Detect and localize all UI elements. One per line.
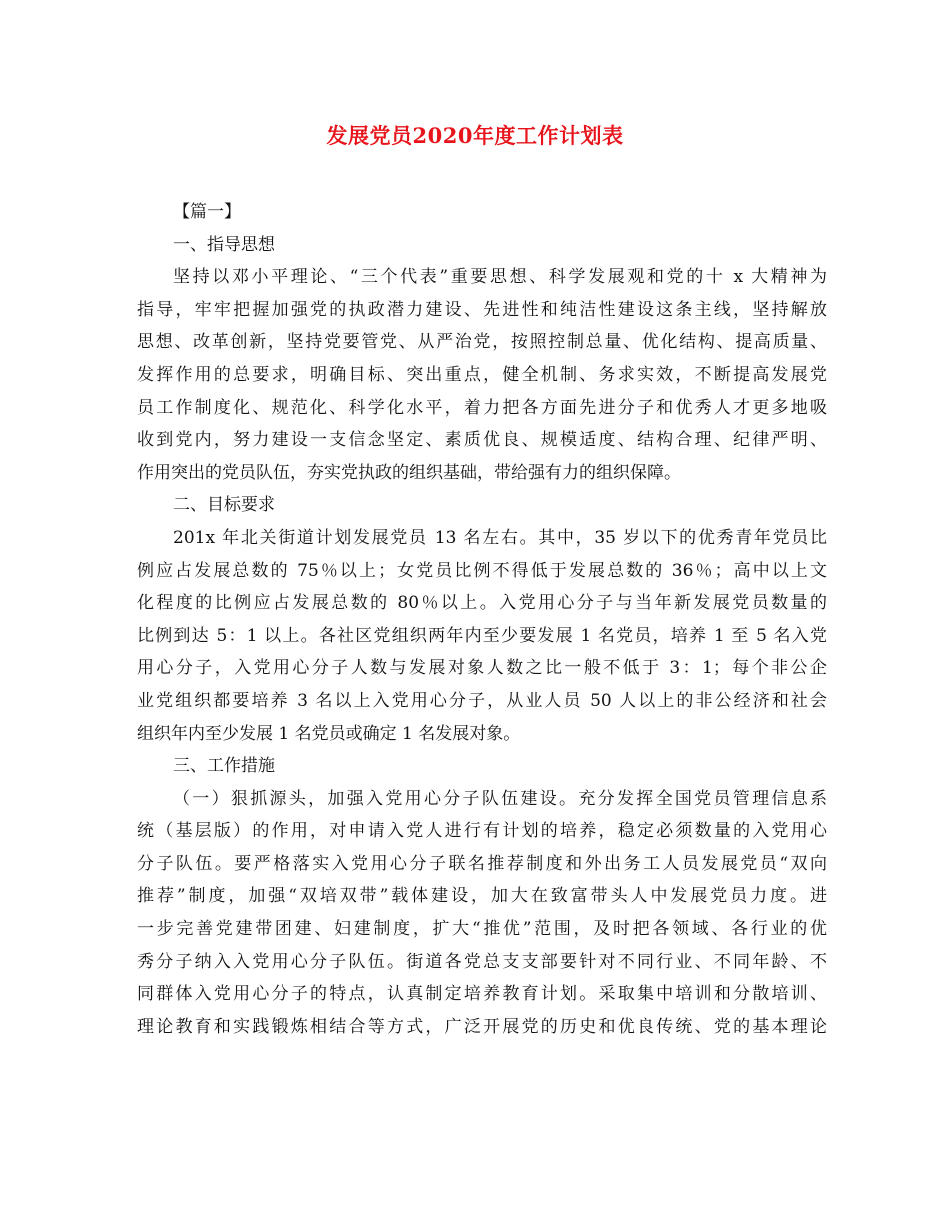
paragraph-line: 员工作制度化、规范化、科学化水平，着力把各方面先进分子和优秀人才更多地吸 <box>137 397 827 418</box>
paragraph-line: 坚持以邓小平理论、“三个代表”重要思想、科学发展观和党的十 x 大精神为 <box>173 267 827 288</box>
paragraph-line: 推荐”制度，加强“双培双带”载体建设，加大在致富带头人中发展党员力度。进 <box>137 886 827 907</box>
paragraph-line: 比例到达 5：1 以上。各社区党组织两年内至少要发展 1 名党员，培养 1 至 5 名入党 <box>137 625 827 646</box>
paragraph-line: 201x 年北关街道计划发展党员 13 名左右。其中，35 岁以下的优秀青年党员比 <box>173 527 827 548</box>
paragraph-line: 理论教育和实践锻炼相结合等方式，广泛开展党的历史和优良传统、党的基本理论 <box>137 1016 827 1037</box>
heading-goals: 二、目标要求 <box>173 495 275 516</box>
paragraph-line: 统（基层版）的作用，对申请入党人进行有计划的培养，稳定必须数量的入党用心 <box>137 821 827 842</box>
paragraph-line: 一步完善党建带团建、妇建制度，扩大“推优”范围，及时把各领域、各行业的优 <box>137 919 827 940</box>
paragraph-line: 组织年内至少发展 1 名党员或确定 1 名发展对象。 <box>137 723 521 744</box>
heading-measures: 三、工作措施 <box>173 756 275 777</box>
paragraph-line: 例应占发展总数的 75％以上；女党员比例不得低于发展总数的 36％；高中以上文 <box>137 560 827 581</box>
paragraph-line: （一）狠抓源头，加强入党用心分子队伍建设。充分发挥全国党员管理信息系 <box>173 788 827 809</box>
paragraph-line: 秀分子纳入入党用心分子队伍。街道各党总支支部要针对不同行业、不同年龄、不 <box>137 951 827 972</box>
paragraph-line: 业党组织都要培养 3 名以上入党用心分子，从业人员 50 人以上的非公经济和社会 <box>137 690 827 711</box>
paragraph-line: 指导，牢牢把握加强党的执政潜力建设、先进性和纯洁性建设这条主线，坚持解放 <box>137 299 827 320</box>
paragraph-line: 思想、改革创新，坚持党要管党、从严治党，按照控制总量、优化结构、提高质量、 <box>137 332 827 353</box>
section-label: 【篇一】 <box>173 202 241 222</box>
paragraph-line: 分子队伍。要严格落实入党用心分子联名推荐制度和外出务工人员发展党员“双向 <box>137 853 827 874</box>
paragraph-line: 作用突出的党员队伍，夯实党执政的组织基础，带给强有力的组织保障。 <box>137 462 681 483</box>
paragraph-line: 收到党内，努力建设一支信念坚定、素质优良、规模适度、结构合理、纪律严明、 <box>137 430 827 451</box>
paragraph-line: 化程度的比例应占发展总数的 80％以上。入党用心分子与当年新发展党员数量的 <box>137 593 827 614</box>
paragraph-line: 用心分子，入党用心分子人数与发展对象人数之比一般不低于 3：1；每个非公企 <box>137 658 827 679</box>
paragraph-line: 同群体入党用心分子的特点，认真制定培养教育计划。采取集中培训和分散培训、 <box>137 984 827 1005</box>
heading-guiding-ideology: 一、指导思想 <box>173 234 275 255</box>
document-body <box>137 196 827 1043</box>
document-title: 发展党员2020年度工作计划表 <box>326 123 624 148</box>
paragraph-line: 发挥作用的总要求，明确目标、突出重点，健全机制、务求实效，不断提高发展党 <box>137 364 827 385</box>
